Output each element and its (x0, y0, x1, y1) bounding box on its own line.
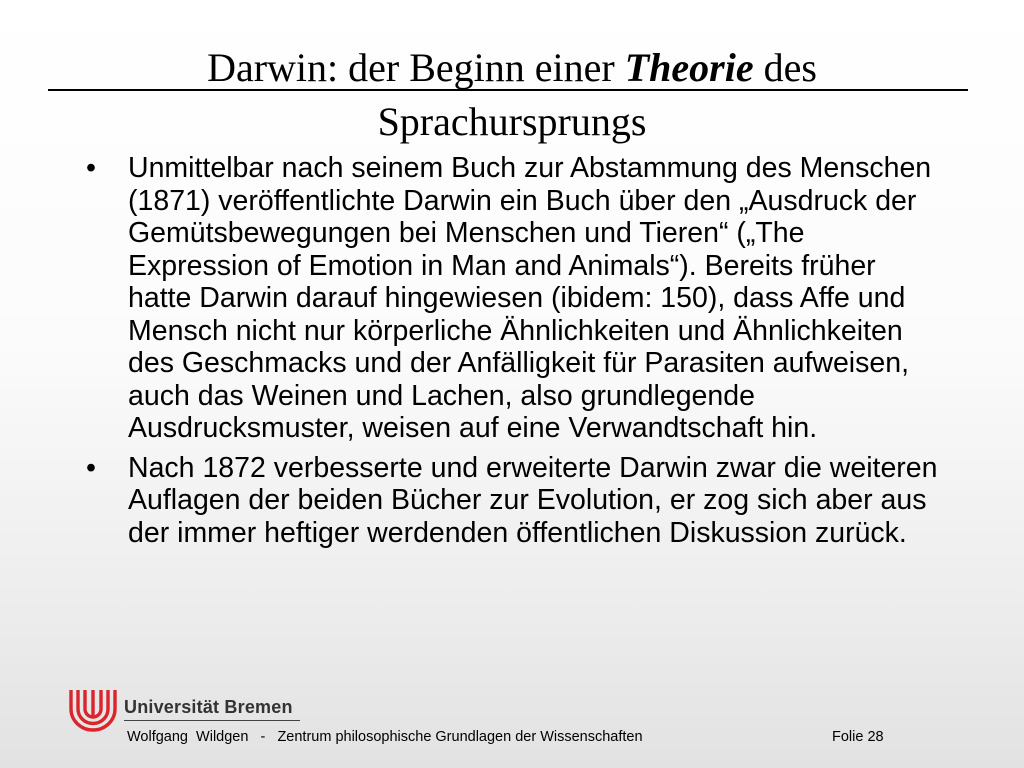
bullet-marker: • (86, 451, 96, 484)
footer-divider (124, 720, 300, 721)
title-text-after: des (753, 45, 817, 90)
bullet-marker: • (86, 152, 96, 184)
bullet-list (84, 152, 944, 556)
university-name: Universität Bremen (124, 697, 293, 717)
slide-title-line-1 (60, 42, 964, 94)
title-emphasis: Theorie (624, 45, 754, 90)
slide-title-line-2: Sprachursprungs (377, 99, 647, 144)
bullet-text: Nach 1872 verbesserte und erweiterte Darwin zwar die weiteren Auflagen der beiden Bücher zur Evolution, er zog sich aber aus der immer heftiger werdenden öffentlichen Diskussion zurück. (128, 451, 938, 549)
title-text-before: Darwin: der Beginn einer (207, 45, 625, 90)
university-logo-icon (68, 686, 118, 732)
bullet-item (84, 152, 944, 445)
slide-number: Folie 28 (832, 729, 884, 745)
title-divider (48, 89, 968, 91)
bullet-item (84, 452, 944, 550)
bullet-text: Unmittelbar nach seinem Buch zur Abstammung des Menschen (1871) veröffentlichte Darwin ein Buch über den „Ausdruck der Gemütsbewegungen bei Menschen und Tieren“ („The Expression of Emotion in Man and Animals“). Bereits früher hatte Darwin darauf hingewiesen (ibidem: 150), dass Affe und Mensch nicht nur körperliche Ähnlichkeiten und Ähnlichkeiten des Geschmacks und der Anfälligkeit für Parasiten aufweisen, auch das Weinen und Lachen, also grundlegende Ausdrucksmuster, weisen auf eine Verwandtschaft hin. (128, 152, 932, 444)
footer-author-line: Wolfgang Wildgen - Zentrum philosophische Grundlagen der Wissenschaften (127, 729, 643, 745)
